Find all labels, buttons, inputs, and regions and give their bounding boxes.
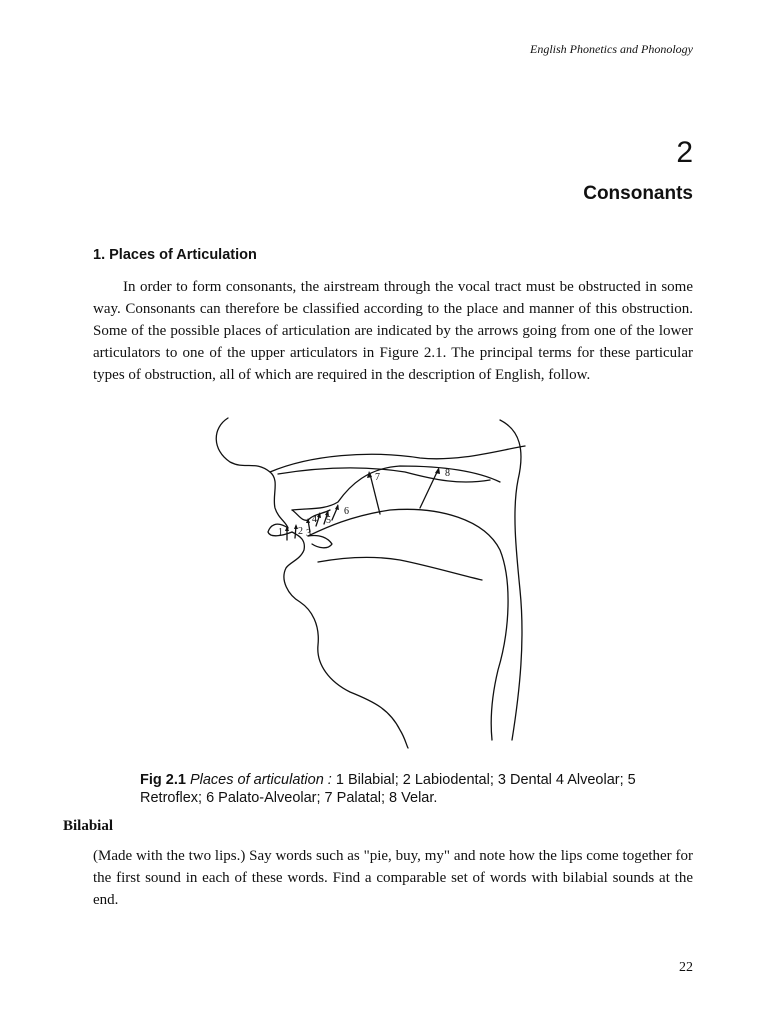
jaw-underside (318, 557, 482, 580)
section-heading: 1. Places of Articulation (93, 247, 257, 263)
label-1: 1 (278, 527, 283, 538)
vocal-tract-figure (200, 410, 580, 750)
paragraph-bilabial: (Made with the two lips.) Say words such as "pie, buy, my" and note how the lips come together for the first sound in each of these words. Find a comparable set of words with bilabial sounds at the end. (93, 848, 693, 908)
label-5: 5 (326, 515, 331, 526)
caption-label: Fig 2.1 (140, 772, 186, 788)
label-3: 3 (306, 528, 311, 539)
pharynx-wall (500, 420, 522, 740)
chapter-number: 2 (676, 136, 693, 169)
label-4: 4 (312, 514, 317, 525)
face-profile-upper (216, 418, 288, 528)
arrow-8 (420, 470, 438, 508)
running-head: English Phonetics and Phonology (530, 42, 693, 56)
page-number: 22 (679, 960, 693, 975)
alveolar-ridge (292, 510, 330, 520)
label-8: 8 (445, 468, 450, 479)
label-2: 2 (298, 526, 303, 537)
label-6: 6 (344, 506, 349, 517)
nasal-cavity-top (270, 446, 525, 472)
label-7: 7 (375, 472, 380, 483)
hard-palate (292, 466, 500, 510)
subsection-heading: Bilabial (63, 818, 114, 834)
chapter-title: Consonants (583, 183, 693, 204)
tongue-tip (308, 535, 332, 547)
caption-title: Places of articulation : (189, 772, 332, 788)
tongue-surface (308, 509, 508, 740)
caption-text: 1 Bilabial; 2 Labiodental; 3 Dental 4 Alveolar; 5 Retroflex; 6 Palato-Alveolar; 7 Palatal; 8 Velar. (140, 772, 636, 806)
lower-lip-chin (284, 532, 408, 748)
vocal-tract-diagram (200, 410, 580, 750)
figure-caption (140, 771, 700, 807)
paragraph-places: In order to form consonants, the airstream through the vocal tract must be obstructed in some way. Consonants can therefore be classified according to the place and manner of this obstruction. Some of the possible places of articulation are indicated by the arrows going from one of the lower articulators to one of the upper articulators in Figure 2.1. The principal terms for these particular types of obstruction, all of which are required in the description of English, follow. (93, 279, 693, 383)
